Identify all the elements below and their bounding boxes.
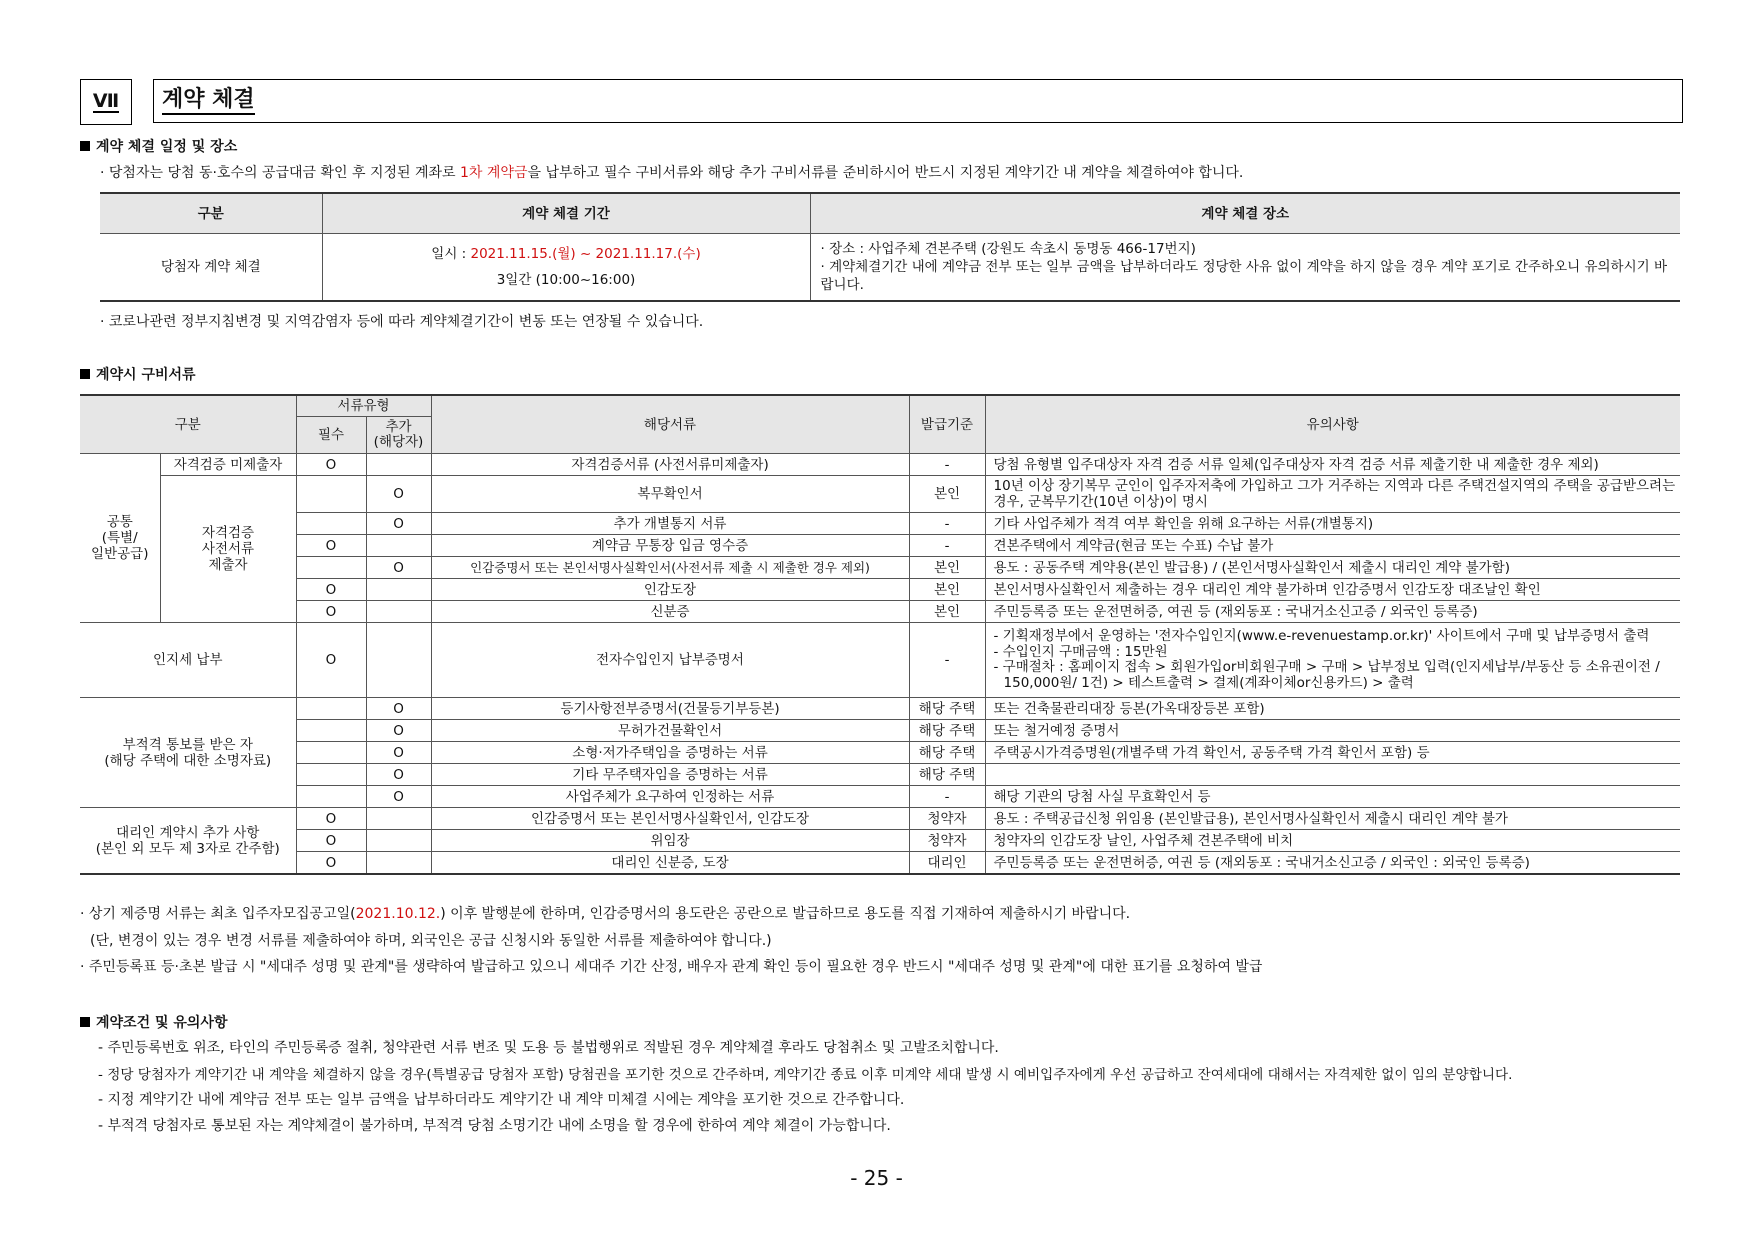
documents-table [80,394,1680,875]
table-row: O 기타 무주택자임을 증명하는 서류 해당 주택 [80,764,1680,786]
table-row: 대리인 계약시 추가 사항 (본인 외 모두 제 3자로 간주함) O 인감증명서 또는 본인서명사실확인서, 인감도장 청약자 용도 : 주택공급신청 위임용 (본인발급용), 본인서명사실확인서 제출시 대리인 계약 불가 [80,808,1680,830]
table-row: O 무허가건물확인서 해당 주택 또는 철거예정 증명서 [80,720,1680,742]
conditions-heading: 계약조건 및 유의사항 [80,1012,227,1032]
table-row: O 위임장 청약자 청약자의 인감도장 날인, 사업주체 견본주택에 비치 [80,830,1680,852]
doc-header-issuer: 발급기준 [909,395,985,454]
schedule-period: 일시 : 2021.11.15.(월) ~ 2021.11.17.(수) 3일간 (10:00~16:00) [322,234,810,302]
table-row: 공통 (특별/ 일반공급) 자격검증 미제출자 O 자격검증서류 (사전서류미제출자) - 당첨 유형별 입주대상자 자격 검증 서류 일체(입주대상자 자격 검증 서류 제출기한 내 제출한 경우 제외) [80,454,1680,476]
doc-header-category: 구분 [80,395,296,454]
table-row: 부적격 통보를 받은 자 (해당 주택에 대한 소명자료) O 등기사항전부증명서(건물등기부등본) 해당 주택 또는 건축물관리대장 등본(가옥대장등본 포함) [80,698,1680,720]
schedule-header-place: 계약 체결 장소 [810,193,1680,234]
schedule-table [100,192,1680,302]
documents-after-2: (단, 변경이 있는 경우 변경 서류를 제출하여야 하며, 외국인은 공급 신청시와 동일한 서류를 제출하여야 합니다.) [90,933,772,949]
group-stamp: 인지세 납부 [80,623,296,698]
square-bullet-icon [80,1017,90,1027]
conditions-item: - 지정 계약기간 내에 계약금 전부 또는 일부 금액을 납부하더라도 계약기간 내 계약 미체결 시에는 계약을 포기한 것으로 간주합니다. [98,1092,905,1108]
schedule-row-label: 당첨자 계약 체결 [100,234,322,302]
section-title: 계약 체결 [153,79,1683,123]
group-common: 공통 (특별/ 일반공급) [80,454,160,623]
schedule-header-category: 구분 [100,193,322,234]
doc-header-notes: 유의사항 [985,395,1680,454]
table-row: O 소형·저가주택임을 증명하는 서류 해당 주택 주택공시가격증명원(개별주택 가격 확인서, 공동주택 가격 확인서 포함) 등 [80,742,1680,764]
group-qualify-missing: 자격검증 미제출자 [160,454,296,476]
page-number: - 25 - [850,1166,903,1190]
table-row: O 대리인 신분증, 도장 대리인 주민등록증 또는 운전면허증, 여권 등 (재외동포 : 국내거소신고증 / 외국인 : 외국인 등록증) [80,852,1680,875]
conditions-item: - 주민등록번호 위조, 타인의 주민등록증 절취, 청약관련 서류 변조 및 도용 등 불법행위로 적발된 경우 계약체결 후라도 당첨취소 및 고발조치합니다. [98,1040,999,1056]
doc-header-required: 필수 [296,417,366,454]
doc-header-type: 서류유형 [296,395,431,417]
section-header [80,79,1683,125]
group-qualify-pre: 자격검증 사전서류 제출자 [160,476,296,623]
documents-after-3: · 주민등록표 등·초본 발급 시 "세대주 성명 및 관계"를 생략하여 발급하고 있으니 세대주 기간 산정, 배우자 관계 확인 등이 필요한 경우 반드시 "세대주 성명 및 관계"에 대한 표기를 요청하여 발급 [80,959,1263,975]
documents-heading: 계약시 구비서류 [80,364,196,384]
table-row: O 신분증 본인 주민등록증 또는 운전면허증, 여권 등 (재외동포 : 국내거소신고증 / 외국인 등록증) [80,601,1680,623]
schedule-heading: 계약 체결 일정 및 장소 [80,136,237,156]
table-row: O 인감증명서 또는 본인서명사실확인서(사전서류 제출 시 제출한 경우 제외) 본인 용도 : 공동주택 계약용(본인 발급용) / (본인서명사실확인서 제출시 대리인 계약 불가함) [80,557,1680,579]
square-bullet-icon [80,369,90,379]
conditions-item: - 정당 당첨자가 계약기간 내 계약을 체결하지 않을 경우(특별공급 당첨자 포함) 당첨권을 포기한 것으로 간주하며, 계약기간 종료 이후 미계약 세대 발생 시 예비입주자에게 우선 공급하고 잔여세대에 대해서는 자격제한 없이 임의 분양합니다. [98,1067,1513,1083]
doc-header-additional: 추가 (해당자) [366,417,431,454]
schedule-note: · 코로나관련 정부지침변경 및 지역감염자 등에 따라 계약체결기간이 변동 또는 연장될 수 있습니다. [100,314,704,330]
table-row: 자격검증 사전서류 제출자 O 복무확인서 본인 10년 이상 장기복무 군인이 입주자저축에 가입하고 그가 거주하는 지역과 다른 주택건설지역의 주택을 공급받으려는 경우, 군복무기간(10년 이상)이 명시 [80,476,1680,513]
table-row: 인지세 납부 O 전자수입인지 납부증명서 - - 기획재정부에서 운영하는 '전자수입인지(www.e-revenuestamp.or.kr)' 사이트에서 구매 및 납부증명서 출력 - 수입인지 구매금액 : 15만원 - 구매절차 : 홈페이지 접속 > 회원가입or비회원구매 > 구매 > 납부정보 입력(인지세납부/부동산 등 소유권이전 / 150,000원/ 1건) > 테스트출력 > 결제(계좌이체or신용카드) > 출력 [80,623,1680,698]
schedule-place: · 장소 : 사업주체 견본주택 (강원도 속초시 동명동 466-17번지) · 계약체결기간 내에 계약금 전부 또는 일부 금액을 납부하더라도 정당한 사유 없이 계약을 하지 않을 경우 계약 포기로 간주하오니 유의하시기 바랍니다. [810,234,1680,302]
conditions-item: - 부적격 당첨자로 통보된 자는 계약체결이 불가하며, 부적격 당첨 소명기간 내에 소명을 할 경우에 한하여 계약 체결이 가능합니다. [98,1118,891,1134]
square-bullet-icon [80,141,90,151]
table-row: O 인감도장 본인 본인서명사실확인서 제출하는 경우 대리인 계약 불가하며 인감증명서 인감도장 대조날인 확인 [80,579,1680,601]
table-row: O 계약금 무통장 입금 영수증 - 견본주택에서 계약금(현금 또는 수표) 수납 불가 [80,535,1680,557]
schedule-header-period: 계약 체결 기간 [322,193,810,234]
documents-after-1: · 상기 제증명 서류는 최초 입주자모집공고일(2021.10.12.) 이후 발행분에 한하며, 인감증명서의 용도란은 공란으로 발급하므로 용도를 직접 기재하여 제출하시기 바랍니다. [80,906,1131,922]
table-row: O 추가 개별통지 서류 - 기타 사업주체가 적격 여부 확인을 위해 요구하는 서류(개별통지) [80,513,1680,535]
group-proxy: 대리인 계약시 추가 사항 (본인 외 모두 제 3자로 간주함) [80,808,296,875]
schedule-intro: · 당첨자는 당첨 동·호수의 공급대금 확인 후 지정된 계좌로 1차 계약금을 납부하고 필수 구비서류와 해당 추가 구비서류를 준비하시어 반드시 지정된 계약기간 내 계약을 체결하여야 합니다. [100,165,1244,181]
doc-header-document: 해당서류 [431,395,909,454]
section-number: Ⅶ [80,79,132,125]
group-ineligible: 부적격 통보를 받은 자 (해당 주택에 대한 소명자료) [80,698,296,808]
table-row: O 사업주체가 요구하여 인정하는 서류 - 해당 기관의 당첨 사실 무효확인서 등 [80,786,1680,808]
